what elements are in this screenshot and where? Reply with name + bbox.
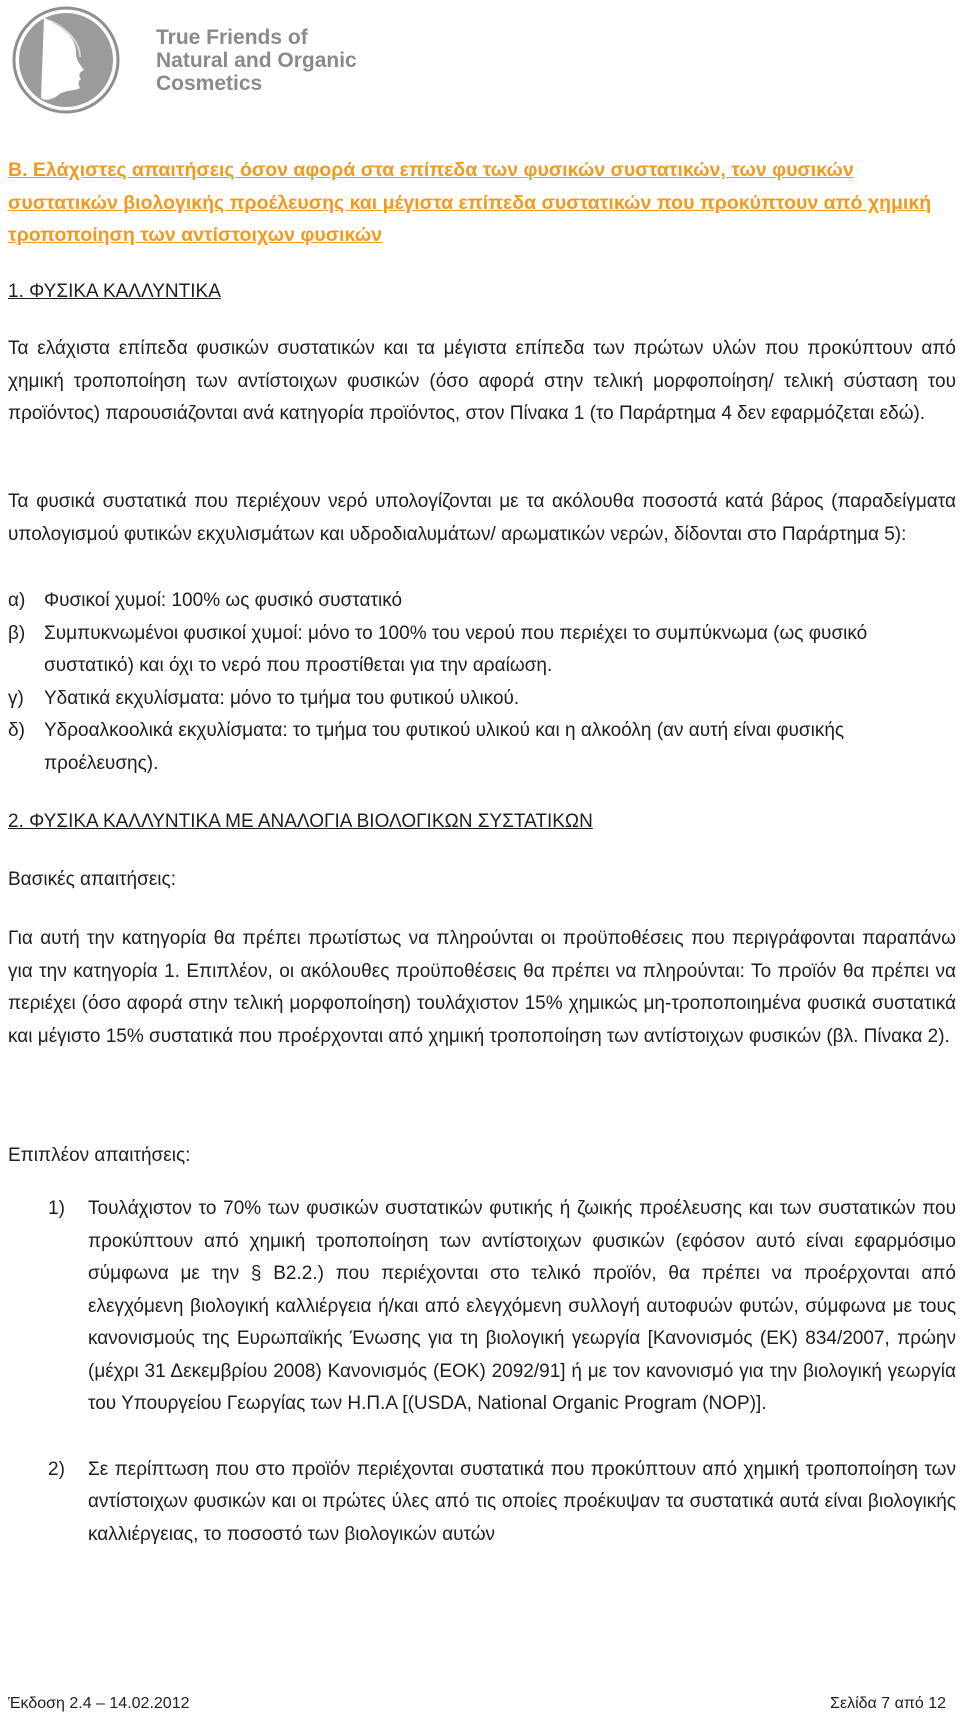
- list-marker: α): [8, 590, 26, 611]
- list-text: Συμπυκνωμένοι φυσικοί χυμοί: μόνο το 100% του νερού που περιέχει το συμπύκνωμα (ως φυσικό συστατικό) και όχι το νερό που προστίθεται για την αραίωση.: [44, 622, 868, 676]
- list-item: [48, 1193, 956, 1421]
- list-item: [8, 585, 956, 618]
- natrue-logo: [8, 4, 388, 114]
- footer-version: Έκδοση 2.4 – 14.02.2012: [8, 1695, 190, 1712]
- natrue-seal-icon: [8, 4, 148, 114]
- list-item: [8, 618, 956, 683]
- list-marker: β): [8, 622, 26, 644]
- basic-requirements-title: Βασικές απαιτήσεις:: [8, 869, 176, 890]
- numbered-requirements-list: [48, 1193, 956, 1584]
- list-marker: 1): [48, 1198, 65, 1219]
- juice-list: [8, 585, 956, 780]
- section-heading-b: B. Ελάχιστες απαιτήσεις όσον αφορά στα επίπεδα των φυσικών συστατικών, των φυσικών συστατικών βιολογικής προέλευσης και μέγιστα επίπεδα συστατικών που προκύπτουν από χημική τροποποίηση των αντίστοιχων φυσικών: [8, 159, 932, 246]
- list-text: Σε περίπτωση που στο προϊόν περιέχονται συστατικά που προκύπτουν από χημική τροποποίηση των αντίστοιχων φυσικών και οι πρώτες ύλες από τις οποίες προέκυψαν τα συστατικά αυτά είναι βιολογικής καλλιέργειας, το ποσοστό των βιολογικών αυτών: [88, 1458, 956, 1545]
- paragraph-1: Τα ελάχιστα επίπεδα φυσικών συστατικών και τα μέγιστα επίπεδα των πρώτων υλών που προκύπτουν από χημική τροποποίηση των αντίστοιχων φυσικών (όσο αφορά στην τελική μορφοποίηση/ τελική σύσταση του προϊόντος) παρουσιάζονται ανά κατηγορία προϊόντος, στον Πίνακα 1 (το Παράρτημα 4 δεν εφαρμόζεται εδώ).: [8, 338, 956, 424]
- list-text: Τουλάχιστον το 70% των φυσικών συστατικών φυτικής ή ζωικής προέλευσης και των συστατικών που προκύπτουν από χημική τροποποίηση των αντίστοιχων φυσικών (εφόσον αυτό είναι εφαρμόσιμο σύμφωνα με την § Β2.2.) που περιέχονται στο τελικό προϊόν, θα πρέπει να προέρχονται από ελεγχόμενη βιολογική καλλιέργεια ή/και από ελεγχόμενη συλλογή αυτοφυών φυτών, σύμφωνα με τους κανονισμούς της Ευρωπαϊκής Ένωσης για τη βιολογική γεωργία [Κανονισμός (ΕΚ) 834/2007, πρώην (μέχρι 31 Δεκεμβρίου 2008) Κανονισμός (ΕΟΚ) 2092/91] ή με τον κανονισμό για την βιολογική γεωργία του Υπουργείου Γεωργίας των Η.Π.Α [(USDA, National Organic Program (NOP)].: [88, 1198, 956, 1414]
- list-item: [8, 715, 956, 780]
- logo-line-1: True Friends of: [156, 26, 308, 49]
- section-1-title: 1. ΦΥΣΙΚΑ ΚΑΛΛΥΝΤΙΚΑ: [8, 281, 221, 302]
- logo-line-2: Natural and Organic: [156, 49, 357, 72]
- logo-line-3: Cosmetics: [156, 72, 263, 95]
- list-item: [48, 1454, 956, 1552]
- list-item: [8, 683, 956, 716]
- list-text: Υδροαλκοολικά εκχυλίσματα: το τμήμα του φυτικού υλικού και η αλκοόλη (αν αυτή είναι φυσικής προέλευσης).: [44, 720, 845, 774]
- list-text: Υδατικά εκχυλίσματα: μόνο το τμήμα του φυτικού υλικού.: [44, 687, 520, 709]
- list-text: Φυσικοί χυμοί: 100% ως φυσικό συστατικό: [44, 590, 403, 611]
- list-marker: δ): [8, 720, 25, 741]
- paragraph-3: Για αυτή την κατηγορία θα πρέπει πρωτίστως να πληρούνται οι προϋποθέσεις που περιγράφονται παραπάνω για την κατηγορία 1. Επιπλέον, οι ακόλουθες προϋποθέσεις θα πρέπει να πληρούνται: Το προϊόν θα πρέπει να περιέχει (όσο αφορά στην τελική μορφοποίηση) τουλάχιστον 15% χημικώς μη-τροποποιημένα φυσικά συστατικά και μέγιστο 15% συστατικά που προέρχονται από χημική τροποποίηση των αντίστοιχων φυσικών (βλ. Πίνακα 2).: [8, 928, 956, 1047]
- paragraph-2: Τα φυσικά συστατικά που περιέχουν νερό υπολογίζονται με τα ακόλουθα ποσοστά κατά βάρος (παραδείγματα υπολογισμού φυτικών εκχυλισμάτων και υδροδιαλυμάτων/ αρωματικών νερών, δίδονται στο Παράρτημα 5):: [8, 491, 956, 545]
- extra-requirements-title: Επιπλέον απαιτήσεις:: [8, 1145, 191, 1166]
- section-2-title: 2. ΦΥΣΙΚΑ ΚΑΛΛΥΝΤΙΚΑ ΜΕ ΑΝΑΛΟΓΙΑ ΒΙΟΛΟΓΙΚΩΝ ΣΥΣΤΑΤΙΚΩΝ: [8, 811, 593, 832]
- logo-wordmark: [156, 26, 357, 95]
- list-marker: 2): [48, 1458, 65, 1480]
- footer-page-number: Σελίδα 7 από 12: [830, 1695, 946, 1712]
- list-marker: γ): [8, 687, 24, 709]
